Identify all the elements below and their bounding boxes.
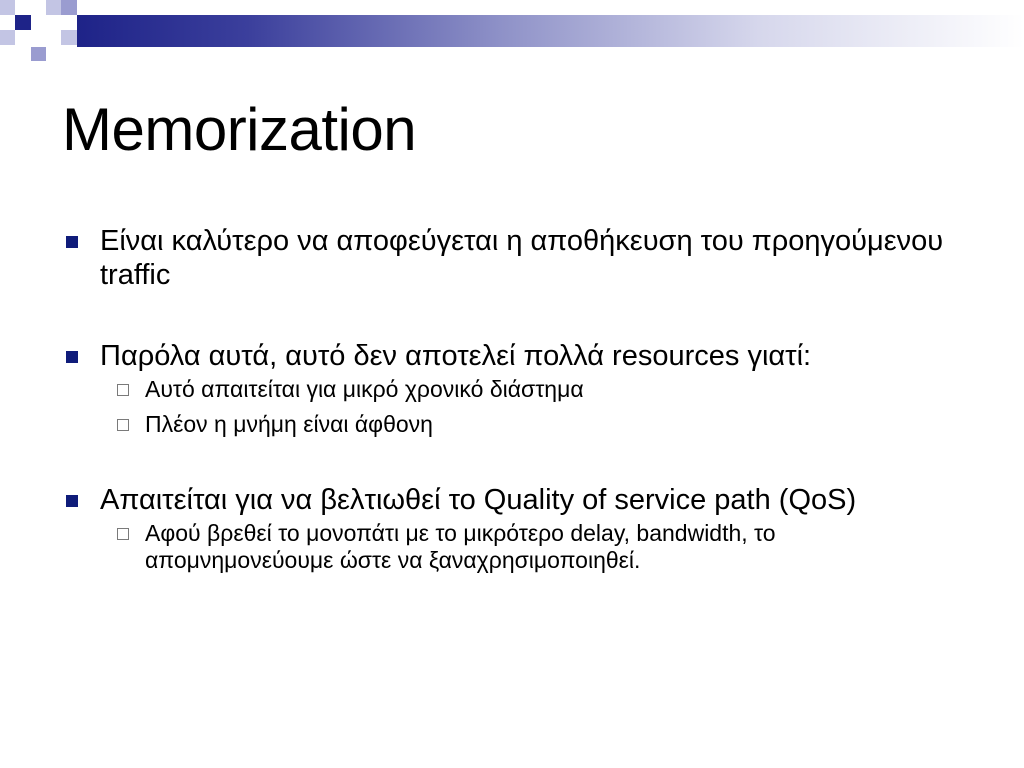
decor-square-light <box>0 0 15 15</box>
decor-square-light <box>46 0 61 15</box>
bullet-text: Απαιτείται για να βελτιωθεί το Quality of service path (QoS) <box>100 484 857 516</box>
sub-bullet-text: Πλέον η μνήμη είναι άφθονη <box>145 411 433 437</box>
bullet-text: Είναι καλύτερο να αποφεύγεται η αποθήκευση του προηγούμενου traffic <box>100 225 944 291</box>
decor-square-dark <box>15 15 31 30</box>
square-bullet-icon <box>66 351 78 363</box>
sub-bullet-text: Αφού βρεθεί το μονοπάτι με το μικρότερο delay, bandwidth, το απομνημονεύουμε ώστε να ξαναχρησιμοποιηθεί. <box>145 520 776 573</box>
decor-square-mid <box>31 47 46 61</box>
sub-bullet-item <box>62 411 962 438</box>
hollow-square-bullet-icon <box>117 384 129 396</box>
hollow-square-bullet-icon <box>117 528 129 540</box>
bullet-item <box>62 224 962 292</box>
header-gradient-band <box>77 15 1024 47</box>
slide-title: Memorization <box>62 96 417 163</box>
decor-square-mid <box>61 0 77 15</box>
sub-bullet-text: Αυτό απαιτείται για μικρό χρονικό διάστημα <box>145 376 584 402</box>
decor-square-light <box>0 30 15 45</box>
square-bullet-icon <box>66 236 78 248</box>
header-decoration <box>0 0 1024 48</box>
sub-bullet-item <box>62 376 962 403</box>
bullet-item <box>62 339 962 373</box>
bullet-list <box>62 224 962 574</box>
sub-bullet-item <box>62 520 962 574</box>
bullet-text: Παρόλα αυτά, αυτό δεν αποτελεί πολλά resources γιατί: <box>100 340 812 372</box>
hollow-square-bullet-icon <box>117 419 129 431</box>
square-bullet-icon <box>66 495 78 507</box>
bullet-item <box>62 483 962 517</box>
decor-square-light <box>61 30 77 45</box>
